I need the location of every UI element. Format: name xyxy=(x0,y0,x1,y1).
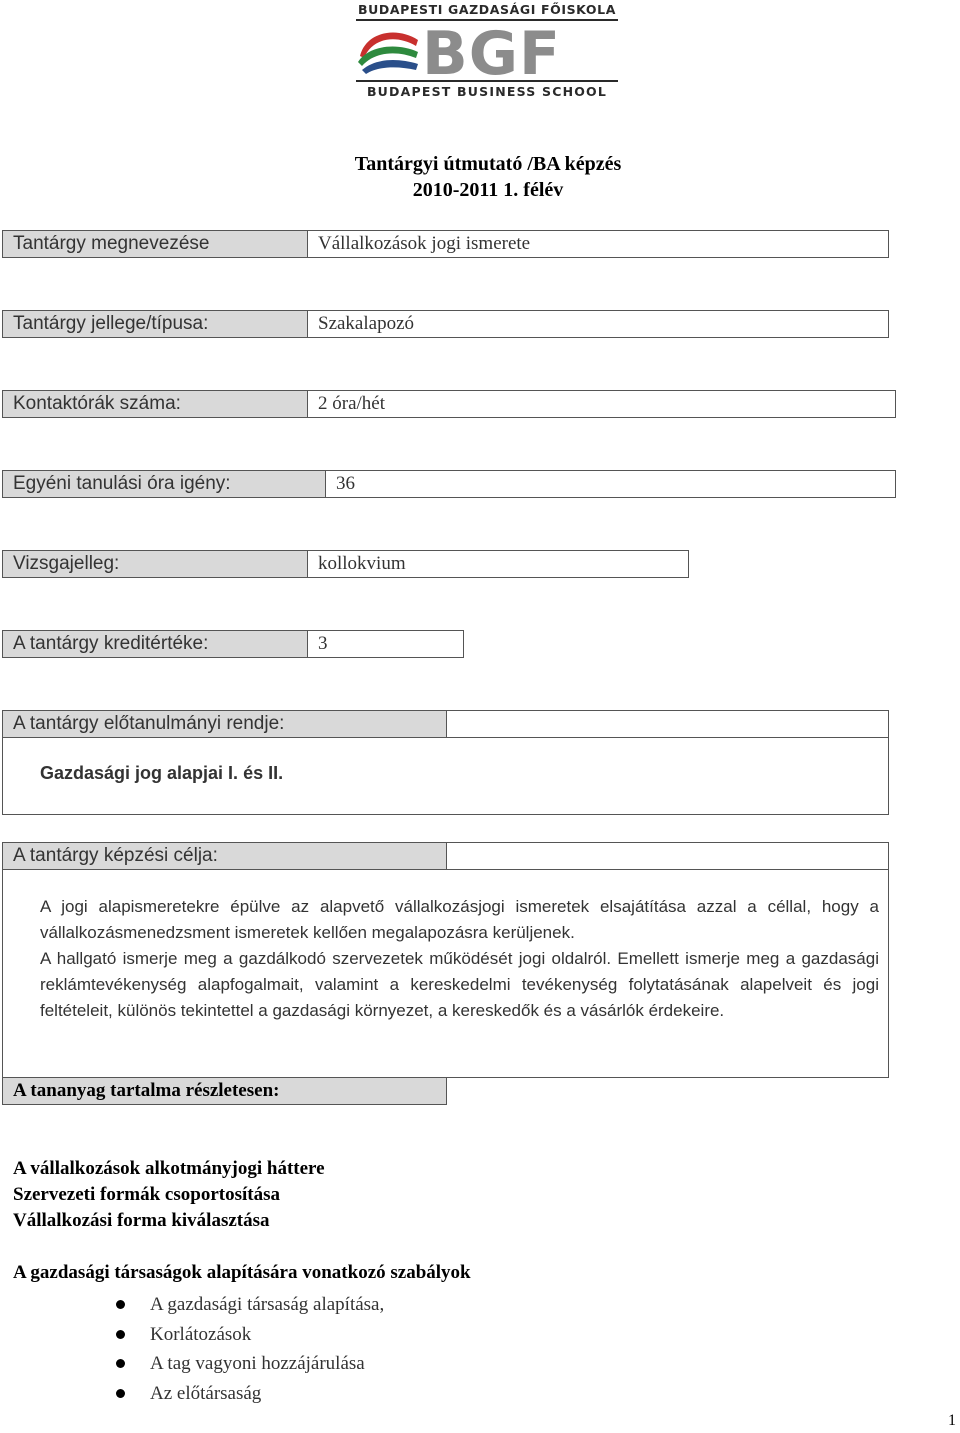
goal-label: A tantárgy képzési célja: xyxy=(2,842,447,870)
individual-hours-value: 36 xyxy=(325,470,896,498)
page-title: Tantárgyi útmutató /BA képzés xyxy=(354,153,622,175)
page-number: 1 xyxy=(948,1412,956,1429)
goal-paragraph-2: A hallgató ismerje meg a gazdálkodó szervezetek működését jogi oldalról. Emellett ismerje meg a gazdasági reklámtevékenység alapfogalmait, valamint a kereskedelmi tevékenység folytatásának alapelveit és jogi feltételeit, különös tekintettel a gazdasági környezet, a kereskedők és a vásárlók érdekeire. xyxy=(40,949,879,1020)
logo-letters: BGF xyxy=(422,22,561,78)
heading-form-selection: Vállalkozási forma kiválasztása xyxy=(13,1210,270,1231)
list-item: A gazdasági társaság alapítása, xyxy=(110,1290,384,1320)
list-item: Korlátozások xyxy=(110,1320,384,1350)
exam-type-label: Vizsgajelleg: xyxy=(2,550,308,578)
list-item: A tag vagyoni hozzájárulása xyxy=(110,1349,384,1379)
prereq-value: Gazdasági jog alapjai I. és II. xyxy=(40,763,284,783)
bgf-logo xyxy=(356,22,618,78)
logo-emblem-icon xyxy=(358,33,418,74)
founding-rules-list xyxy=(110,1290,384,1408)
exam-type-value: kollokvium xyxy=(307,550,689,578)
subject-type-value: Szakalapozó xyxy=(307,310,889,338)
goal-header-blank xyxy=(446,842,889,870)
subject-name-value: Vállalkozások jogi ismerete xyxy=(307,230,889,258)
content-label: A tananyag tartalma részletesen: xyxy=(2,1077,447,1105)
semester: 2010-2011 1. félév xyxy=(412,179,564,201)
logo-school-name-en: BUDAPEST BUSINESS SCHOOL xyxy=(356,80,618,99)
contact-hours-label: Kontaktórák száma: xyxy=(2,390,308,418)
individual-hours-label: Egyéni tanulási óra igény: xyxy=(2,470,326,498)
credit-label: A tantárgy kreditértéke: xyxy=(2,630,308,658)
heading-org-forms: Szervezeti formák csoportosítása xyxy=(13,1184,280,1205)
prereq-header-blank xyxy=(446,710,889,738)
heading-founding-rules: A gazdasági társaságok alapítására vonatkozó szabályok xyxy=(13,1262,471,1283)
goal-text xyxy=(40,894,879,1024)
list-item: Az előtársaság xyxy=(110,1379,384,1409)
goal-paragraph-1: A jogi alapismeretekre épülve az alapvető vállalkozásjogi ismeretek elsajátítása azzal a céllal, hogy a vállalkozásmenedzsment ismeretek kellően megalapozásra kerüljenek. xyxy=(40,897,879,942)
credit-value: 3 xyxy=(307,630,464,658)
prereq-label: A tantárgy előtanulmányi rendje: xyxy=(2,710,447,738)
subject-type-label: Tantárgy jellege/típusa: xyxy=(2,310,308,338)
contact-hours-value: 2 óra/hét xyxy=(307,390,896,418)
subject-name-label: Tantárgy megnevezése xyxy=(2,230,308,258)
logo-school-name: BUDAPESTI GAZDASÁGI FŐISKOLA xyxy=(356,2,618,21)
heading-constitutional: A vállalkozások alkotmányjogi háttere xyxy=(13,1158,325,1179)
